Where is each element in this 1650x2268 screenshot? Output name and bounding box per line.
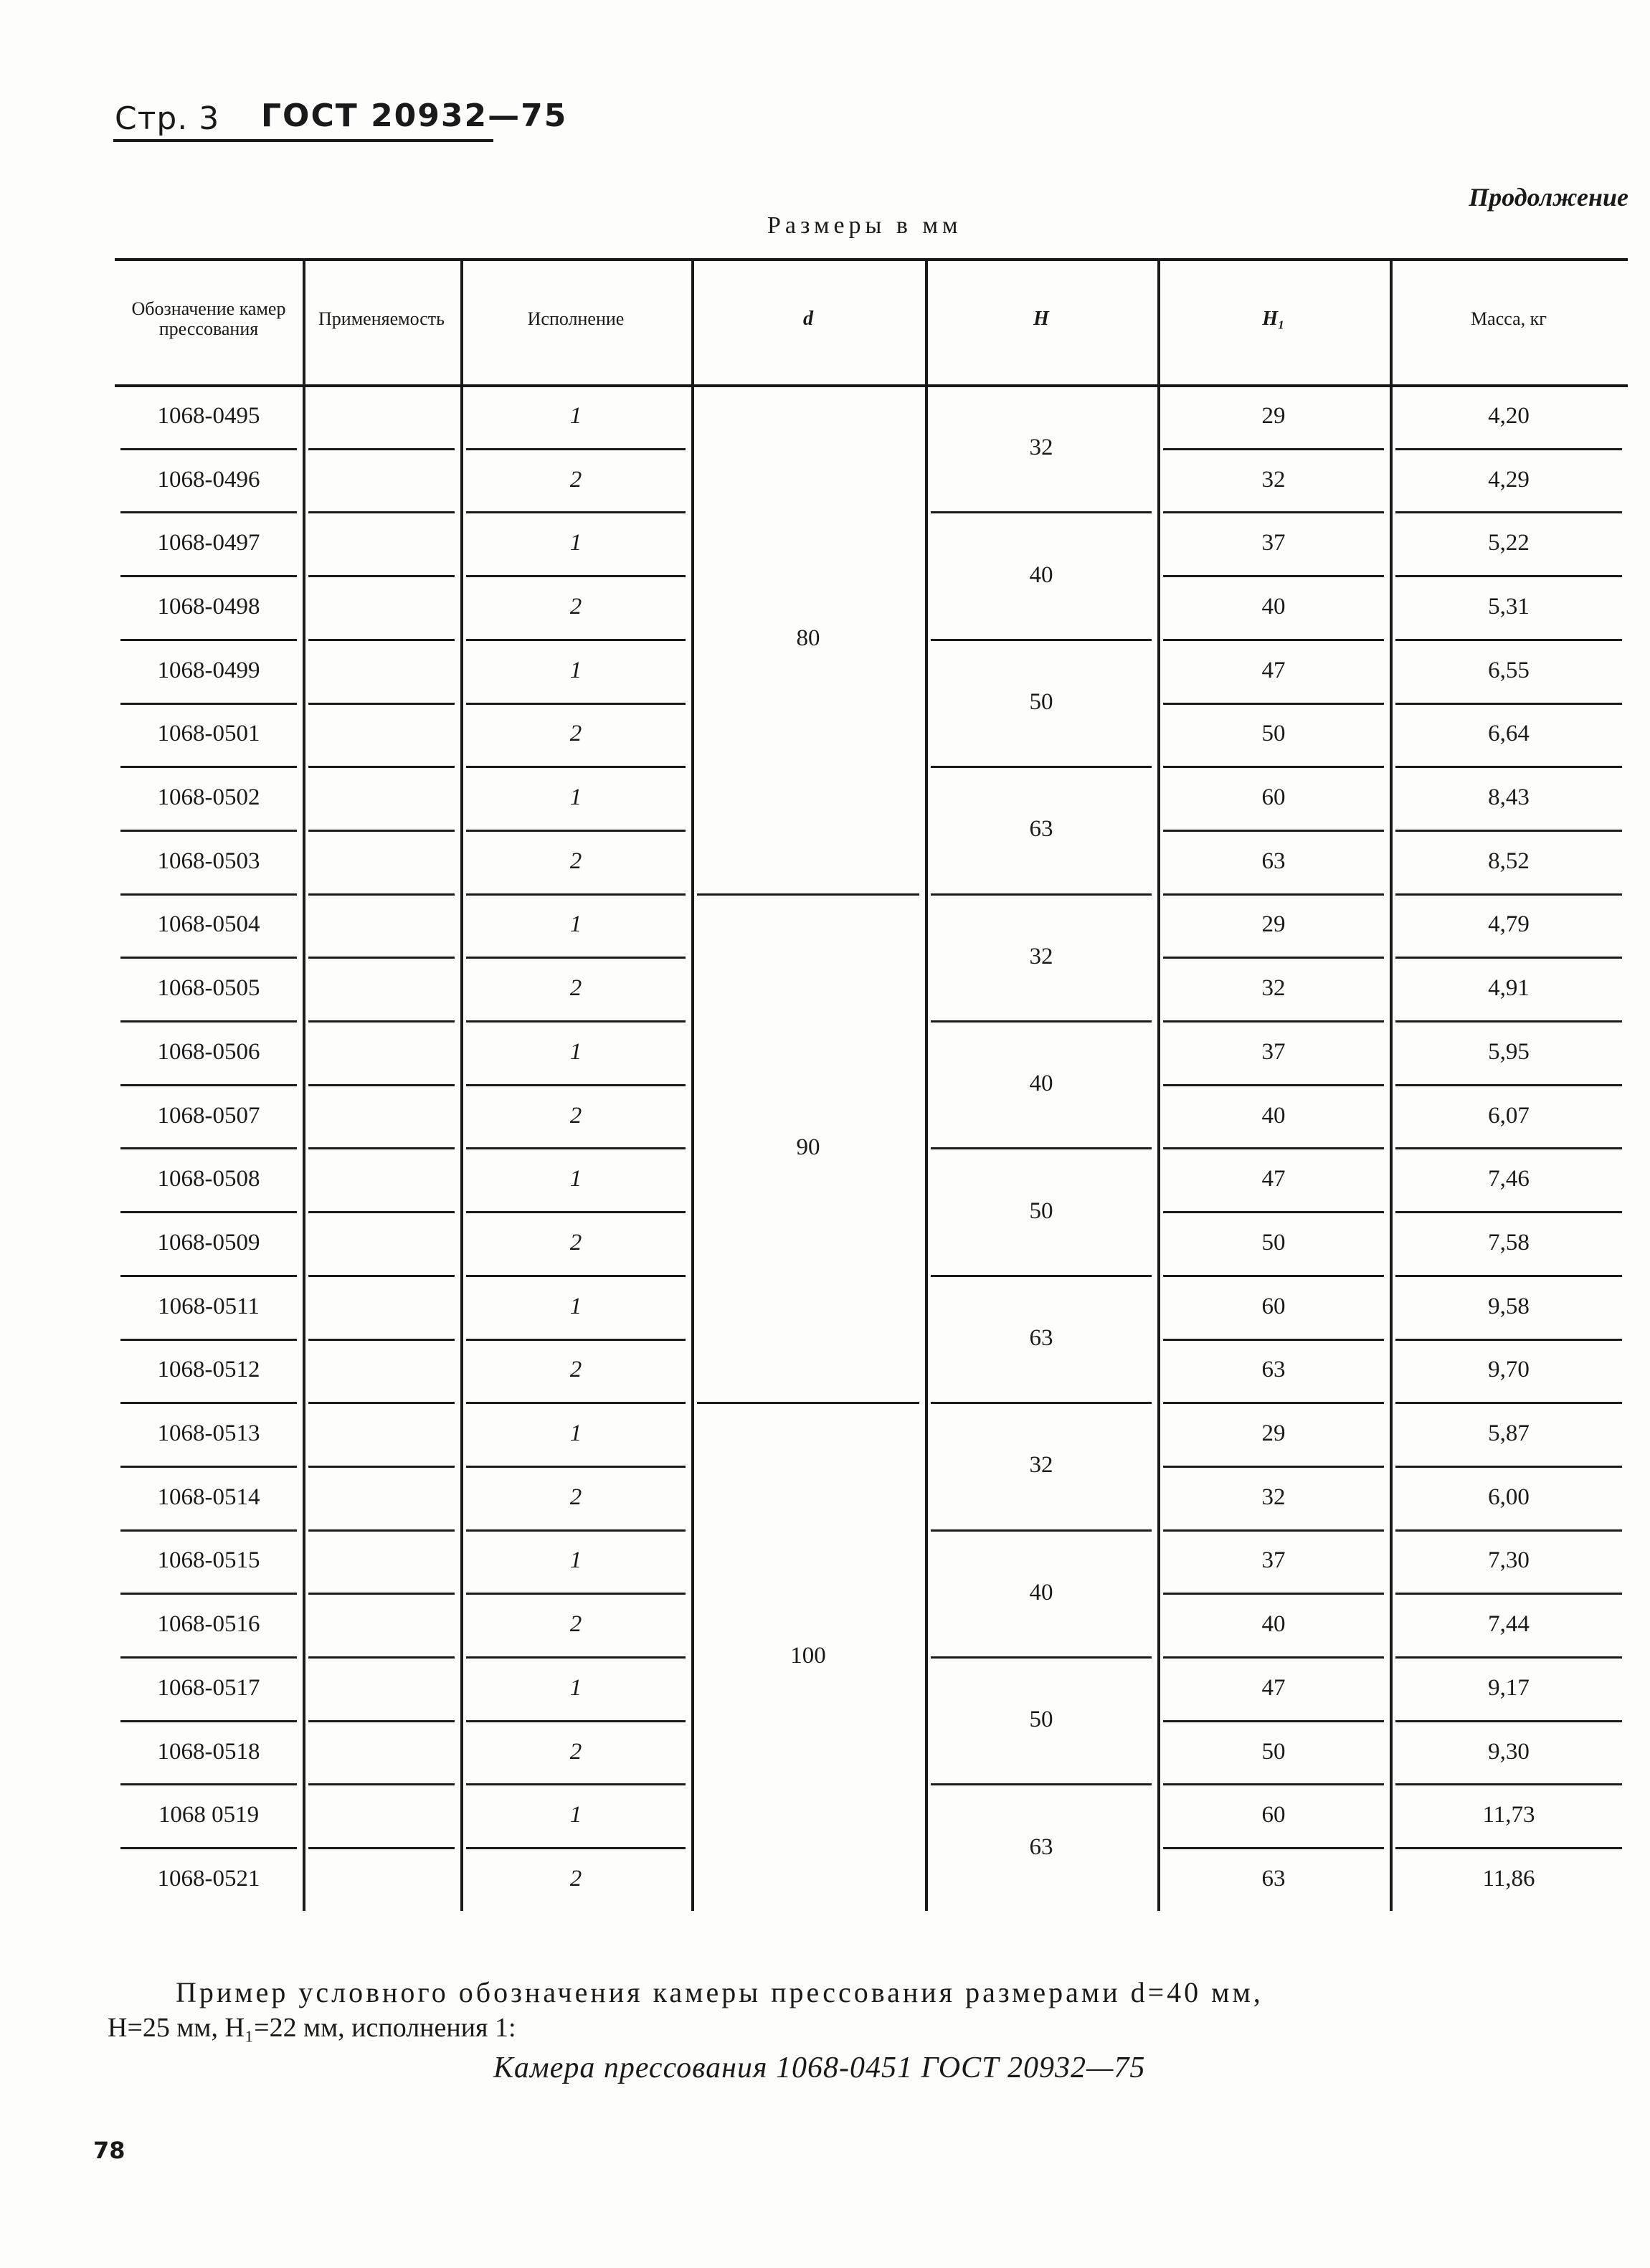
cell-variant: 1 [569,530,582,556]
page-label: Стр. 3 [115,100,220,137]
cell-h1: 63 [1261,1357,1286,1383]
cell-h: 40 [1029,1071,1053,1097]
row-rule [308,1529,455,1532]
col-header-applicability: Применяемость [318,308,445,329]
cell-variant: 1 [569,1038,582,1065]
cell-designation: 1068 0519 [158,1802,260,1828]
row-rule [308,1402,455,1404]
cell-h1: 47 [1261,657,1286,683]
cell-mass: 4,29 [1488,466,1530,493]
cell-h1: 60 [1261,1802,1286,1828]
row-rule [308,1211,455,1213]
cell-h1: 32 [1261,466,1286,493]
row-rule [308,957,455,959]
cell-designation: 1068-0508 [157,1166,260,1192]
row-rule [308,703,455,705]
cell-variant: 2 [569,1102,582,1129]
row-rule [308,1275,455,1277]
row-rule [308,575,455,577]
units-caption: Размеры в мм [767,212,962,239]
cell-h1: 32 [1261,975,1286,1002]
row-rule [308,893,455,896]
cell-h1: 40 [1261,1611,1286,1638]
row-rule [308,766,455,768]
cell-designation: 1068-0513 [157,1420,260,1447]
cell-h1: 40 [1261,593,1286,620]
cell-designation: 1068-0495 [157,402,260,429]
cell-designation: 1068-0518 [157,1738,260,1765]
row-rule [308,1084,455,1086]
cell-mass: 8,43 [1488,784,1530,811]
cell-variant: 2 [569,466,582,493]
cell-designation: 1068-0504 [157,911,260,938]
cell-variant: 2 [569,1484,582,1510]
cell-mass: 6,00 [1488,1484,1530,1510]
cell-designation: 1068-0507 [157,1102,260,1129]
cell-mass: 6,07 [1488,1102,1530,1129]
cell-designation: 1068-0502 [157,784,260,811]
cell-mass: 5,87 [1488,1420,1530,1447]
cell-designation: 1068-0516 [157,1611,260,1638]
cell-h1: 29 [1261,911,1286,938]
cell-h1: 63 [1261,848,1286,874]
cell-mass: 9,30 [1488,1738,1530,1765]
cell-designation: 1068-0514 [157,1484,260,1510]
cell-variant: 2 [569,593,582,620]
cell-d: 100 [790,1643,826,1669]
cell-variant: 2 [569,721,582,747]
row-rule [308,1593,455,1595]
cell-designation: 1068-0512 [157,1357,260,1383]
cell-variant: 1 [569,1547,582,1574]
row-rule [308,1720,455,1722]
cell-h: 63 [1029,1324,1053,1351]
cell-h1: 47 [1261,1166,1286,1192]
row-rule [308,1339,455,1341]
cell-d: 90 [796,1134,820,1160]
cell-h1: 37 [1261,530,1286,556]
cell-h: 32 [1029,943,1053,969]
example-text-line2: H=25 мм, H₁=22 мм, исполнения 1: [108,2013,516,2043]
cell-mass: 9,70 [1488,1357,1530,1383]
cell-h1: 60 [1261,784,1286,811]
cell-h: 40 [1029,1579,1053,1605]
cell-h1: 60 [1261,1293,1286,1319]
cell-designation: 1068-0501 [157,721,260,747]
cell-designation: 1068-0509 [157,1229,260,1256]
cell-h: 32 [1029,1452,1053,1479]
continuation-label: Продолжение [1469,183,1628,212]
row-rule [308,639,455,641]
row-rule [308,448,455,450]
cell-mass: 4,91 [1488,975,1530,1002]
cell-d: 80 [796,625,820,652]
row-rule [308,830,455,832]
cell-variant: 2 [569,1611,582,1638]
row-rule [308,511,455,513]
cell-h1: 37 [1261,1038,1286,1065]
cell-mass: 5,22 [1488,530,1530,556]
row-rule [308,1147,455,1149]
dimensions-table [115,258,1628,1943]
cell-mass: 8,52 [1488,848,1530,874]
cell-mass: 6,55 [1488,657,1530,683]
cell-variant: 1 [569,1166,582,1192]
cell-h: 50 [1029,1707,1053,1733]
col-header-designation: Обозначение камер прессования [131,298,286,339]
cell-mass: 7,30 [1488,1547,1530,1574]
cell-variant: 2 [569,1229,582,1256]
cell-h1: 37 [1261,1547,1286,1574]
cell-designation: 1068-0517 [157,1674,260,1701]
cell-designation: 1068-0515 [157,1547,260,1574]
row-rule [308,1656,455,1659]
cell-mass: 11,73 [1482,1802,1535,1828]
cell-variant: 1 [569,402,582,429]
cell-variant: 1 [569,784,582,811]
row-rule [308,1783,455,1785]
cell-designation: 1068-0498 [157,593,260,620]
cell-mass: 4,20 [1488,402,1530,429]
cell-variant: 2 [569,1738,582,1765]
cell-designation: 1068-0521 [157,1865,260,1892]
cell-variant: 1 [569,1674,582,1701]
cell-designation: 1068-0506 [157,1038,260,1065]
cell-designation: 1068-0503 [157,848,260,874]
header-rule [113,139,493,142]
cell-variant: 2 [569,1357,582,1383]
cell-designation: 1068-0496 [157,466,260,493]
cell-designation: 1068-0511 [158,1293,260,1319]
cell-variant: 2 [569,1865,582,1892]
cell-h: 63 [1029,816,1053,843]
cell-h1: 47 [1261,1674,1286,1701]
cell-designation: 1068-0505 [157,975,260,1002]
cell-h: 50 [1029,688,1053,715]
row-rule [308,1020,455,1023]
column-divider [303,258,305,1911]
cell-mass: 7,58 [1488,1229,1530,1256]
cell-mass: 6,64 [1488,721,1530,747]
cell-designation: 1068-0499 [157,657,260,683]
cell-variant: 1 [569,657,582,683]
row-rule [308,1847,455,1849]
cell-h1: 50 [1261,1229,1286,1256]
cell-h: 63 [1029,1833,1053,1860]
cell-h1: 29 [1261,402,1286,429]
example-text-line1: Пример условного обозначения камеры прессования размерами d=40 мм, [176,1976,1263,2008]
cell-h1: 32 [1261,1484,1286,1510]
cell-designation: 1068-0497 [157,530,260,556]
cell-mass: 9,58 [1488,1293,1530,1319]
col-header-h: H [1033,308,1049,330]
page-number: 78 [93,2137,125,2164]
cell-mass: 7,46 [1488,1166,1530,1192]
cell-h: 50 [1029,1197,1053,1224]
table-top-rule [115,258,1628,261]
cell-h: 32 [1029,435,1053,461]
cell-h1: 50 [1261,1738,1286,1765]
cell-h1: 40 [1261,1102,1286,1129]
cell-h: 40 [1029,561,1053,588]
row-rule [308,1466,455,1468]
cell-mass: 5,31 [1488,593,1530,620]
col-header-d: d [803,308,813,330]
example-designation: Камера прессования 1068-0451 ГОСТ 20932—75 [493,2051,1146,2084]
cell-h1: 63 [1261,1865,1286,1892]
cell-mass: 9,17 [1488,1674,1530,1701]
cell-variant: 2 [569,975,582,1002]
cell-mass: 4,79 [1488,911,1530,938]
cell-variant: 1 [569,1802,582,1828]
cell-variant: 1 [569,1293,582,1319]
cell-variant: 2 [569,848,582,874]
standard-number: ГОСТ 20932—75 [261,98,568,134]
col-header-mass: Масса, кг [1471,308,1547,329]
cell-variant: 1 [569,911,582,938]
cell-mass: 5,95 [1488,1038,1530,1065]
cell-mass: 7,44 [1488,1611,1530,1638]
cell-variant: 1 [569,1420,582,1447]
cell-h1: 50 [1261,721,1286,747]
cell-mass: 11,86 [1482,1865,1535,1892]
col-header-h1: H₁ [1262,308,1285,330]
col-header-variant: Исполнение [527,308,625,329]
cell-h1: 29 [1261,1420,1286,1447]
